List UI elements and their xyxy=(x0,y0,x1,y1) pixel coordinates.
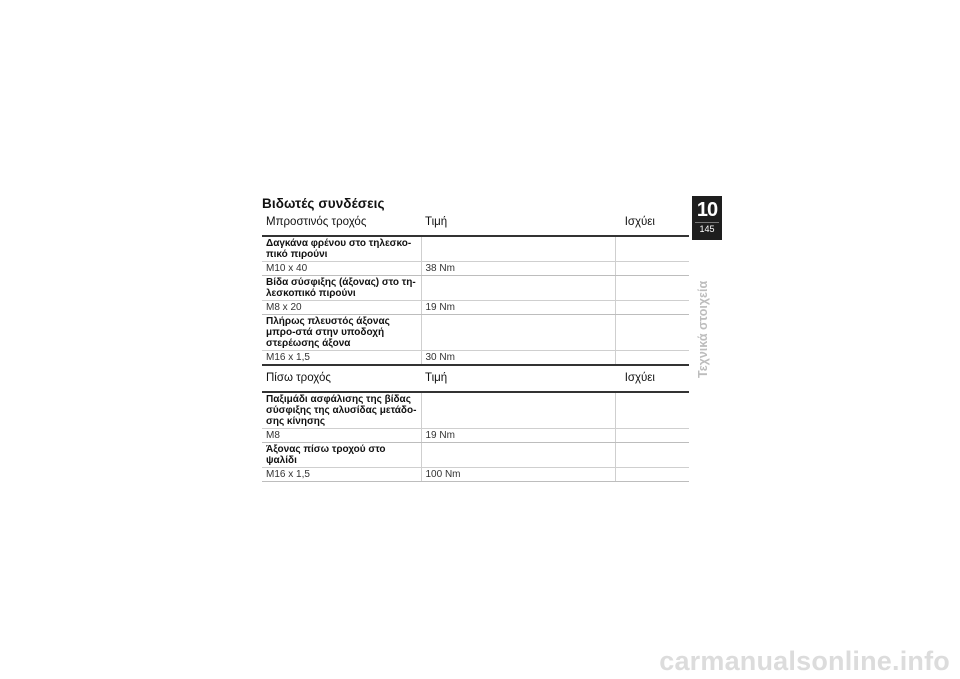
item-valid-empty xyxy=(615,468,689,482)
item-value-empty xyxy=(421,443,615,468)
item-torque: 38 Nm xyxy=(421,262,615,276)
item-torque: 19 Nm xyxy=(421,301,615,315)
item-value-empty xyxy=(421,236,615,262)
rear-header-valid: Ισχύει xyxy=(615,365,689,392)
item-value-empty xyxy=(421,392,615,429)
rear-header-value: Τιμή xyxy=(421,365,615,392)
item-valid xyxy=(615,276,689,301)
item-value-empty xyxy=(421,276,615,301)
table-row xyxy=(262,429,689,443)
chapter-number: 10 xyxy=(696,199,718,221)
item-name: Βίδα σύσφιξης (άξονας) στο τη-λεσκοπικό πιρούνι xyxy=(262,276,421,301)
item-valid-empty xyxy=(615,351,689,366)
item-name: Πλήρως πλευστός άξονας μπρο-στά στην υποδοχή στερέωσης άξονα xyxy=(262,315,421,351)
item-valid xyxy=(615,315,689,351)
rear-header-component: Πίσω τροχός xyxy=(262,365,421,392)
item-valid-empty xyxy=(615,262,689,276)
table-row xyxy=(262,351,689,366)
item-torque: 19 Nm xyxy=(421,429,615,443)
item-spec: M10 x 40 xyxy=(262,262,421,276)
table-row xyxy=(262,443,689,468)
front-header-valid: Ισχύει xyxy=(615,210,689,236)
table-row xyxy=(262,468,689,482)
torque-table xyxy=(262,210,689,482)
watermark: carmanualsonline.info xyxy=(659,646,950,676)
item-valid xyxy=(615,392,689,429)
front-header-row xyxy=(262,210,689,236)
item-name: Παξιμάδι ασφάλισης της βίδας σύσφιξης της αλυσίδας μετάδο-σης κίνησης xyxy=(262,392,421,429)
item-valid xyxy=(615,236,689,262)
item-spec: M8 xyxy=(262,429,421,443)
chapter-divider xyxy=(695,222,719,223)
item-valid-empty xyxy=(615,429,689,443)
item-valid-empty xyxy=(615,301,689,315)
chapter-tab xyxy=(692,196,722,240)
table-row xyxy=(262,315,689,351)
table-row xyxy=(262,236,689,262)
rear-header-row xyxy=(262,365,689,392)
table-row xyxy=(262,392,689,429)
table-row xyxy=(262,262,689,276)
item-name: Δαγκάνα φρένου στο τηλεσκο-πικό πιρούνι xyxy=(262,236,421,262)
item-torque: 100 Nm xyxy=(421,468,615,482)
chapter-side-title: Τεχνικά στοιχεία xyxy=(696,280,710,378)
item-value-empty xyxy=(421,315,615,351)
item-spec: M16 x 1,5 xyxy=(262,468,421,482)
item-name: Άξονας πίσω τροχού στο ψαλίδι xyxy=(262,443,421,468)
item-spec: M16 x 1,5 xyxy=(262,351,421,366)
table-row xyxy=(262,276,689,301)
front-header-value: Τιμή xyxy=(421,210,615,236)
table-row xyxy=(262,301,689,315)
page-number: 145 xyxy=(699,224,715,234)
item-torque: 30 Nm xyxy=(421,351,615,366)
item-spec: M8 x 20 xyxy=(262,301,421,315)
front-header-component: Μπροστινός τροχός xyxy=(262,210,421,236)
item-valid xyxy=(615,443,689,468)
page-title: Βιδωτές συνδέσεις xyxy=(262,196,385,211)
